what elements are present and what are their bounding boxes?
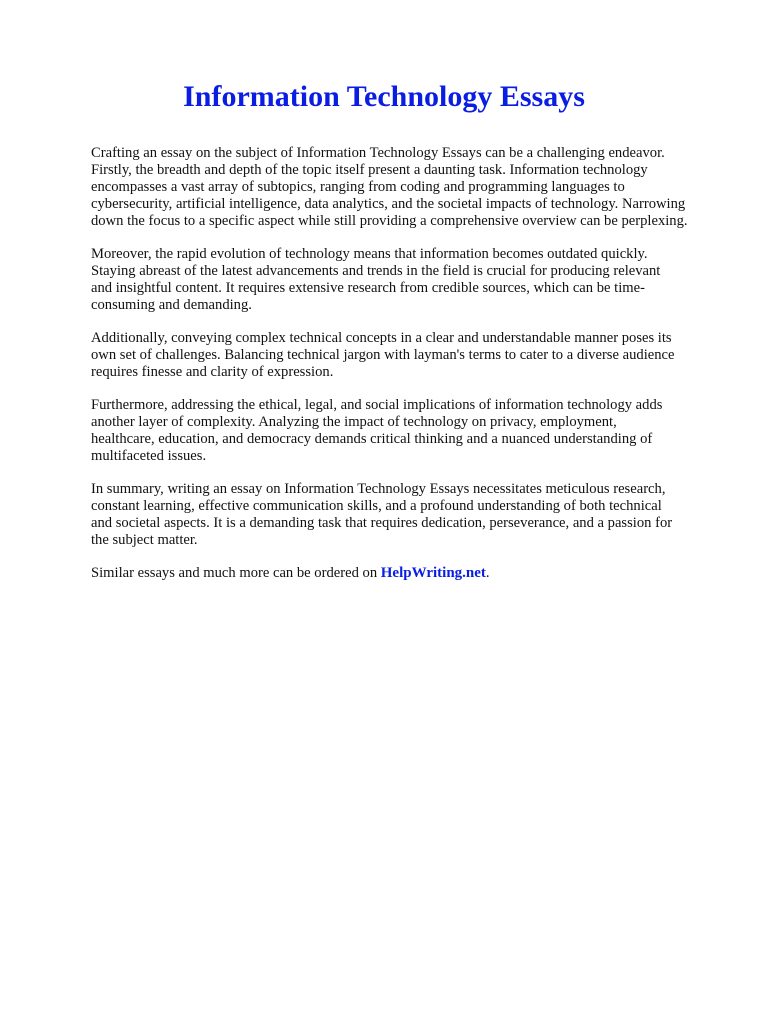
paragraph-4 (91, 397, 691, 465)
paragraph-2 (91, 246, 691, 314)
paragraph-line: Moreover, the rapid evolution of technology means that information becomes outdated quickly. (91, 246, 648, 262)
paragraph-line: another layer of complexity. Analyzing the impact of technology on privacy, employment, (91, 414, 617, 430)
paragraph-3 (91, 330, 691, 381)
paragraph-line: Staying abreast of the latest advancements and trends in the field is crucial for producing relevant (91, 263, 661, 279)
closing-paragraph (91, 565, 691, 582)
paragraph-line: healthcare, education, and democracy demands critical thinking and a nuanced understanding of (91, 431, 653, 447)
paragraph-line: Furthermore, addressing the ethical, legal, and social implications of information technology adds (91, 397, 663, 413)
paragraph-line: In summary, writing an essay on Information Technology Essays necessitates meticulous research, (91, 481, 666, 497)
paragraph-line: Additionally, conveying complex technical concepts in a clear and understandable manner poses its (91, 330, 672, 346)
document-title: Information Technology Essays (183, 80, 585, 113)
paragraph-line: down the focus to a specific aspect while still providing a comprehensive overview can be perplexing. (91, 213, 688, 229)
closing-text: Similar essays and much more can be ordered on (91, 565, 381, 581)
paragraph-line: the subject matter. (91, 532, 198, 548)
paragraph-line: constant learning, effective communication skills, and a profound understanding of both technical (91, 498, 662, 514)
paragraph-line: encompasses a vast array of subtopics, ranging from coding and programming languages to (91, 179, 625, 195)
paragraph-line: consuming and demanding. (91, 297, 252, 313)
paragraph-line: requires finesse and clarity of expression. (91, 364, 334, 380)
document-body (91, 145, 691, 598)
closing-suffix: . (485, 565, 490, 581)
helpwriting-link[interactable]: HelpWriting.net (380, 565, 486, 581)
paragraph-line: and insightful content. It requires extensive research from credible sources, which can be time- (91, 280, 645, 296)
paragraph-line: Crafting an essay on the subject of Information Technology Essays can be a challenging endeavor. (91, 145, 665, 161)
paragraph-line: cybersecurity, artificial intelligence, data analytics, and the societal impacts of technology. Narrowing (91, 196, 686, 212)
paragraph-1 (91, 145, 691, 230)
paragraph-line: own set of challenges. Balancing technical jargon with layman's terms to cater to a diverse audience (91, 347, 675, 363)
paragraph-line: and societal aspects. It is a demanding task that requires dedication, perseverance, and a passion for (91, 515, 673, 531)
paragraph-line: Firstly, the breadth and depth of the topic itself present a daunting task. Information technology (91, 162, 648, 178)
paragraph-5 (91, 481, 691, 549)
paragraph-line: multifaceted issues. (91, 448, 207, 464)
